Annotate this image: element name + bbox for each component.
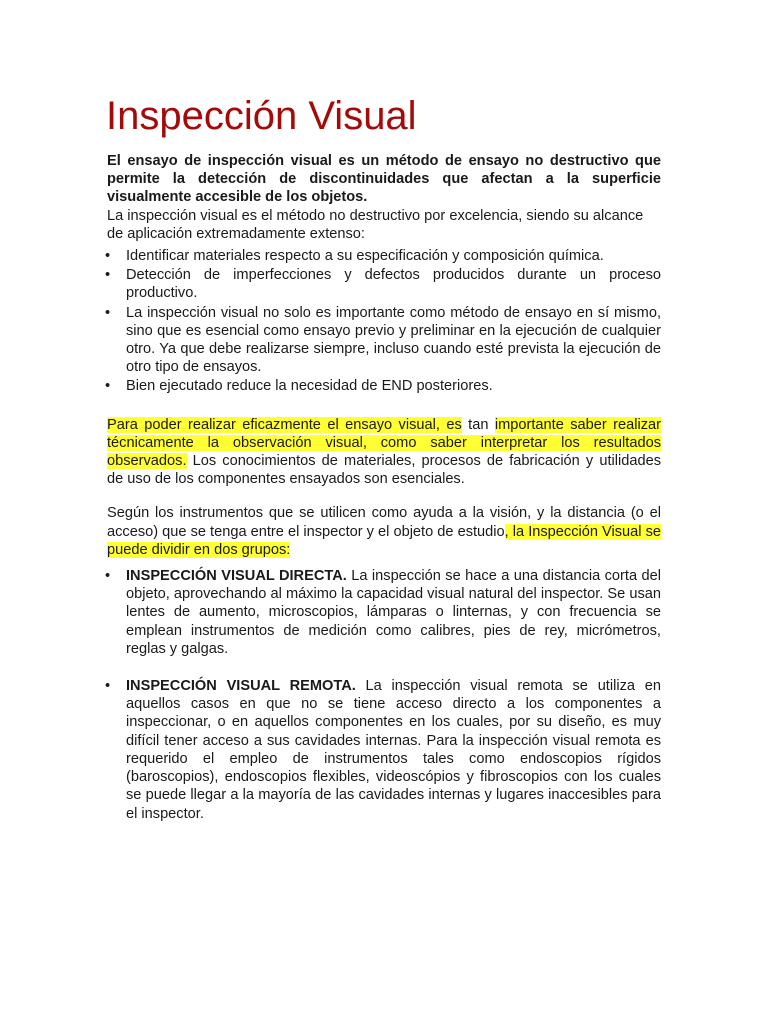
group-heading: INSPECCIÓN VISUAL DIRECTA.: [126, 568, 347, 585]
document-body: [107, 152, 661, 842]
highlighted-text: , la Inspección Visual se puede dividir en dos grupos:: [107, 523, 661, 558]
groups-intro-paragraph: [107, 504, 661, 559]
list-item: • Bien ejecutado reduce la necesidad de END posteriores.: [126, 377, 661, 395]
page-title: Inspección Visual: [106, 94, 417, 138]
observation-paragraph: [107, 416, 661, 489]
highlighted-text: Para poder realizar eficazmente el ensayo visual, es: [107, 416, 462, 433]
plain-text: tan: [461, 416, 495, 433]
plain-text: Los conocimientos de materiales, procesos de fabricación y utilidades de uso de los componentes ensayados son esenciales.: [107, 453, 661, 488]
list-item-direct: [126, 567, 661, 658]
inspection-groups-list: [107, 567, 661, 823]
list-item-remote: [126, 677, 661, 823]
group-text: La inspección visual remota se utiliza en aquellos casos en que no se tiene acceso directo a los componentes a inspeccionar, o en aquellos componentes en los cuales, por su diseño, es muy difícil tener acceso a sus cavidades internas. Para la inspección visual remota es requerido el empleo de instrumentos tales como endoscopios rígidos (baroscopios), endoscopios flexibles, videoscópios y fibroscopios con los cuales se puede llegar a la mayoría de las cavidades internas y lugares inaccesibles para el inspector.: [126, 678, 661, 822]
group-heading: INSPECCIÓN VISUAL REMOTA.: [126, 678, 356, 695]
list-item: • Identificar materiales respecto a su especificación y composición química.: [126, 247, 661, 265]
intro-paragraph: La inspección visual es el método no destructivo por excelencia, siendo su alcance de aplicación extremadamente extenso:: [107, 207, 644, 242]
plain-text: Según los instrumentos que se utilicen como ayuda a la visión, y la distancia (o el acceso) que se tenga entre el inspector y el objeto de estudio: [107, 505, 661, 540]
list-item: • Detección de imperfecciones y defectos producidos durante un proceso productivo.: [126, 266, 661, 302]
highlighted-text: importante saber realizar técnicamente la observación visual, como saber interpretar los resultados observados.: [107, 416, 662, 470]
list-item: • La inspección visual no solo es importante como método de ensayo en sí mismo, sino que es esencial como ensayo previo y preliminar en la ejecución de cualquier otro. Ya que debe realizarse siempre, incluso cuando esté prevista la ejecución de otro tipo de ensayos.: [126, 304, 661, 377]
group-text: La inspección se hace a una distancia corta del objeto, aprovechando al máximo la capacidad visual natural del inspector. Se usan lentes de aumento, microscopios, lámparas o linternas, y con frecuencia se emplean instrumentos de medición como calibres, pies de rey, micrómetros, reglas y galgas.: [126, 568, 661, 657]
lead-paragraph: El ensayo de inspección visual es un método de ensayo no destructivo que permite la detección de discontinuidades que afectan a la superficie visualmente accesible de los objetos.: [107, 153, 661, 206]
applications-list: [107, 247, 661, 396]
